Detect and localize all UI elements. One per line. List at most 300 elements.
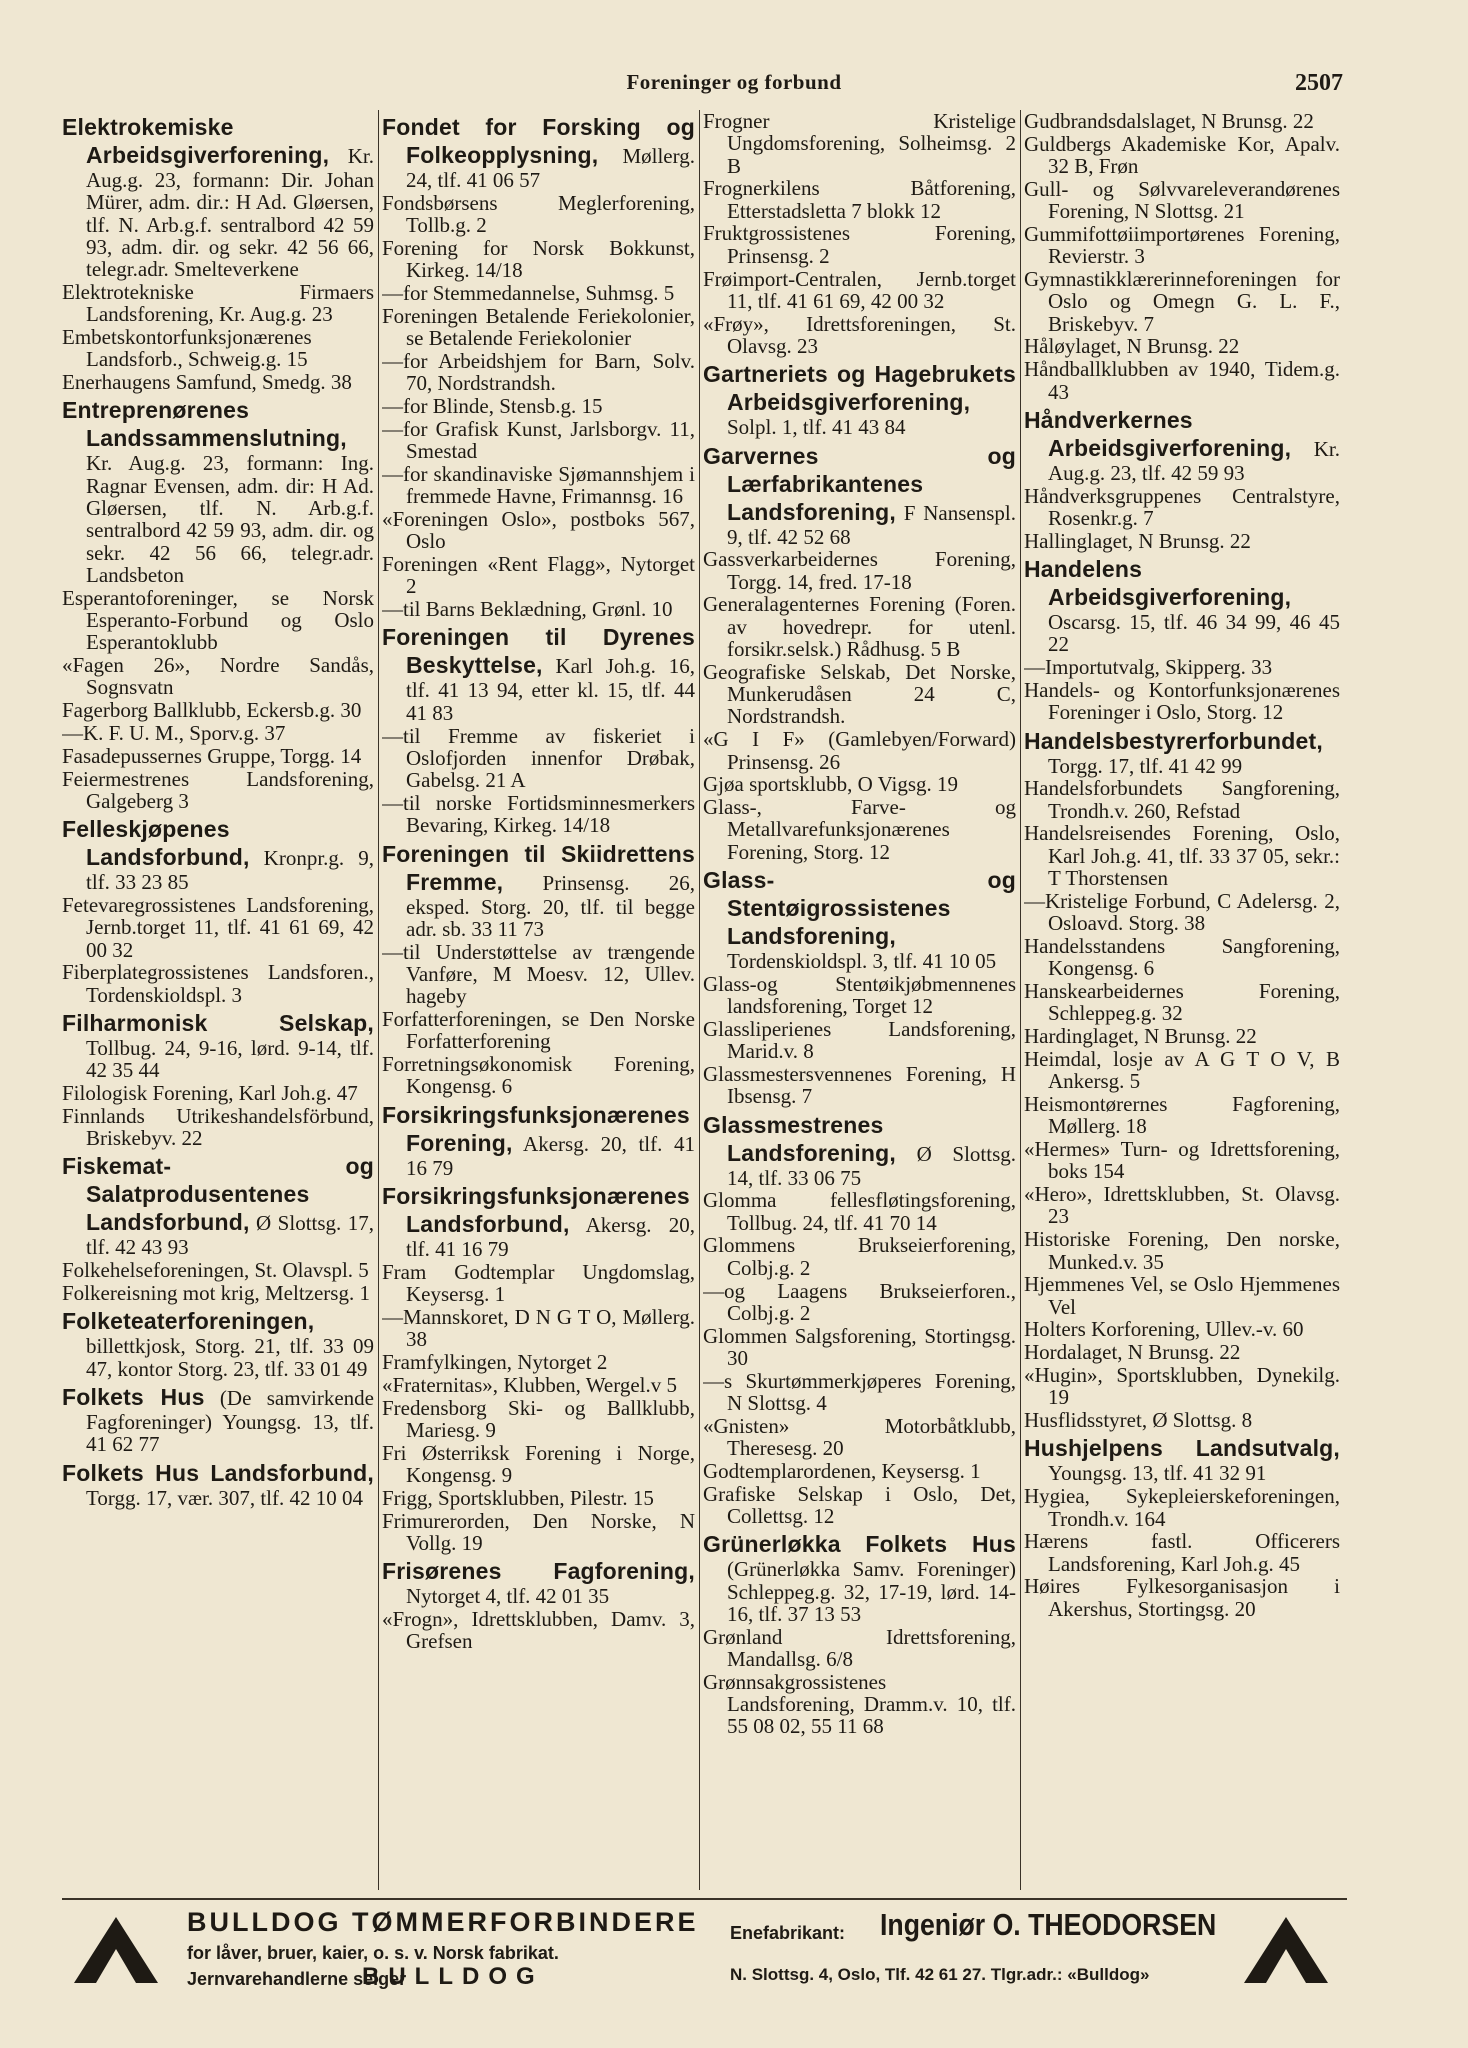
directory-entry <box>382 1510 695 1555</box>
directory-columns <box>62 110 1347 1895</box>
entry-details: D N G T O, Møllerg. 38 <box>406 1304 695 1352</box>
entry-details: C Adelersg. 2, Osloavd. Storg. 38 <box>1048 888 1340 936</box>
entry-details: Meltzersg. 1 <box>265 1281 370 1306</box>
directory-entry <box>703 1280 1016 1325</box>
entry-name: Fondet for Forsking og Folkeopplysning, <box>382 114 695 168</box>
entry-details: Karl Joh.g. 45 <box>1180 1551 1300 1576</box>
entry-name: «Gnisten» Motorbåtklubb, <box>703 1413 1016 1438</box>
entry-name: Glass-og Stentøikjøbmennenes <box>703 971 1016 996</box>
entry-details: Smedg. 38 <box>262 370 352 395</box>
directory-entry <box>703 728 1016 773</box>
entry-details: se Oslo Hjemmenes Vel <box>1048 1272 1340 1319</box>
directory-entry <box>382 553 695 598</box>
entry-details: Torgg. 14 <box>280 743 362 768</box>
directory-entry <box>62 371 374 393</box>
entry-name: Enerhaugens Samfund, <box>62 370 257 395</box>
directory-entry <box>1024 1183 1340 1228</box>
entry-details: F Nansenspl. 9, tlf. 42 52 68 <box>727 500 1016 549</box>
entry-name: Frognerkilens Båtforening, <box>703 176 1016 201</box>
directory-entry <box>703 313 1016 358</box>
entry-details: Sykepleierskeforeningen, Trondh.v. 164 <box>1048 1484 1340 1531</box>
entry-name: Glass- og Stentøigrossistenes Landsforening, <box>703 867 1016 950</box>
directory-entry <box>703 773 1016 795</box>
directory-entry <box>703 1415 1016 1460</box>
entry-details: Møllerg. 18 <box>1048 1114 1147 1139</box>
directory-entry <box>1024 110 1340 132</box>
entry-name: «Foreningen Oslo», <box>382 506 557 531</box>
entry-name: Folkets Hus Landsforbund, <box>62 1459 374 1486</box>
directory-entry <box>382 792 695 837</box>
entry-name: —K. F. U. M., <box>62 721 185 746</box>
directory-entry <box>62 1307 374 1380</box>
entry-name: Hjemmenes Vel, <box>1024 1272 1164 1297</box>
entry-details: Kongensg. 6 <box>406 1074 513 1099</box>
directory-entry <box>62 654 374 699</box>
entry-details: Storg. 12 <box>1206 700 1284 725</box>
directory-entry <box>382 1182 695 1260</box>
directory-entry <box>382 1397 695 1442</box>
entry-name: Frogner Kristelige Ungdomsforening, <box>703 110 1016 156</box>
directory-entry <box>62 1105 374 1150</box>
entry-details: Møllerg. 24, tlf. 41 06 57 <box>406 144 695 192</box>
entry-name: Folkehelseforeningen, <box>62 1258 250 1283</box>
directory-entry <box>703 1671 1016 1738</box>
entry-name: —til Barns Beklædning, <box>382 597 587 622</box>
entry-details: Prinsensg. 2 <box>727 243 830 268</box>
entry-details: Tollbug. 24, 9-16, lørd. 9-14, tlf. 42 35 44 <box>86 1036 374 1083</box>
directory-entry <box>62 894 374 961</box>
entry-name: Hallinglaget, <box>1024 528 1134 553</box>
entry-details: St. Olavspl. 5 <box>254 1258 369 1283</box>
entry-name: Gassverkarbeidernes Forening, <box>703 547 1016 572</box>
entry-details: Solpl. 1, tlf. 41 43 84 <box>727 415 906 440</box>
entry-name: Fram Godtemplar Ungdomslag, <box>382 1259 695 1284</box>
entry-name: Esperantoforeninger, <box>62 585 238 610</box>
entry-details: Kr. Aug.g. 23, formann: Ing. Ragnar Evensen, adm. dir: H Ad. Gløersen, tlf. N. Arb.g.f. sentralbord 42 59 93, adm. dir. og sekr. 42 56 66, telegr.adr. Landsbeton <box>86 451 374 587</box>
entry-details: Eckersb.g. 30 <box>246 698 362 723</box>
entry-details: Oslofjorden innenfor Drøbak, Gabelsg. 21 A <box>406 745 695 793</box>
entry-name: Foreningen «Rent Flagg», <box>382 552 611 577</box>
directory-entry <box>1024 406 1340 484</box>
entry-name: Hygiea, <box>1024 1484 1090 1509</box>
entry-name: Fondsbørsens Meglerforening, <box>382 190 695 215</box>
directory-entry <box>1024 358 1340 403</box>
entry-details: Nytorget 4, tlf. 42 01 35 <box>406 1584 610 1609</box>
entry-name: Filharmonisk Selskap, <box>62 1010 374 1036</box>
entry-details: M Moesv. 12, Ullev. hageby <box>406 961 695 1009</box>
directory-entry <box>382 598 695 620</box>
entry-name: «Frøy», <box>703 311 769 336</box>
directory-entry <box>382 1608 695 1653</box>
directory-entry <box>1024 679 1340 724</box>
entry-name: «Hero», <box>1024 1182 1093 1207</box>
entry-details: Ullev.-v. 60 <box>1205 1317 1304 1342</box>
entry-name: Fruktgrossistenes Forening, <box>703 221 1016 246</box>
directory-entry <box>1024 555 1340 656</box>
entry-details: Etterstadsletta 7 blokk 12 <box>727 198 942 223</box>
entry-details: Nytorget 2 <box>406 552 695 599</box>
entry-details: (Foren. av hovedrepr. for utenl. forsikr.selsk.) Rådhusg. 5 B <box>727 592 1016 662</box>
entry-details: Idrettsklubben, Damv. 3, Grefsen <box>406 1606 695 1654</box>
directory-entry <box>382 1442 695 1487</box>
entry-details: Grønl. 10 <box>592 597 673 622</box>
entry-name: Hærens fastl. Officerers Landsforening, <box>1024 1529 1340 1576</box>
entry-details: Dramm.v. 10, tlf. 55 08 02, 55 11 68 <box>727 1692 1016 1739</box>
running-head <box>0 70 1468 100</box>
entry-details: Akershus, Stortingsg. 20 <box>1048 1596 1256 1621</box>
entry-name: Grünerløkka Folkets Hus <box>703 1531 1016 1558</box>
entry-name: Feiermestrenes Landsforening, <box>62 766 374 791</box>
entry-name: Glass-, Farve- og Metallvarefunksjonærenes Forening, <box>703 795 1016 864</box>
entry-name: Fagerborg Ballklubb, <box>62 698 242 723</box>
entry-name: —for skandinaviske Sjømannshjem i fremmede <box>382 461 695 509</box>
entry-name: Høires Fylkesorganisasjon i <box>1024 1574 1340 1599</box>
entry-details: Colbj.g. 2 <box>727 1300 811 1325</box>
directory-entry <box>382 1101 695 1179</box>
entry-details: Torgg. 17, tlf. 41 42 99 <box>1048 753 1243 778</box>
entry-name: —til Understøttelse av trængende Vanføre, <box>382 939 695 986</box>
entry-details: Prinsensg. 26, eksped. Storg. 20, tlf. til begge adr. sb. 33 11 73 <box>406 870 695 941</box>
entry-details: Kr. Aug.g. 23, tlf. 42 59 93 <box>1048 436 1340 485</box>
directory-entry <box>703 1626 1016 1671</box>
entry-name: «G I F» <box>703 727 805 752</box>
entry-name: Forsikringsfunksjonærenes Forening, <box>382 1101 690 1156</box>
entry-name: Hardinglaget, <box>1024 1024 1139 1049</box>
entry-name: —til norske Fortidsminnesmerkers Bevaring, <box>382 790 695 838</box>
column-2 <box>382 110 695 1895</box>
entry-details: Colbj.g. 2 <box>727 1255 811 1280</box>
ad-maker-name: Ingeniør O. THEODORSEN <box>880 1907 1217 1942</box>
directory-entry <box>703 222 1016 267</box>
column-4 <box>1024 110 1340 1895</box>
entry-details: se Betalende Feriekolonier <box>406 326 632 351</box>
directory-entry <box>703 1111 1016 1189</box>
entry-name: Forening for Norsk Bokkunst, <box>382 235 695 260</box>
entry-name: Geografiske Selskab, Det Norske, <box>703 659 1016 684</box>
entry-details: (Grünerløkka Samv. Foreninger) Schleppeg.g. 32, 17-19, lørd. 14-16, tlf. 37 13 53 <box>727 1557 1016 1626</box>
directory-entry <box>1024 1273 1340 1318</box>
entry-details: Tordenskioldspl. 3, tlf. 41 10 05 <box>727 949 997 974</box>
directory-entry <box>382 1557 695 1607</box>
entry-name: Embetskontorfunksjonærenes <box>62 325 312 350</box>
entry-details: Keysersg. 1 <box>881 1458 981 1483</box>
entry-name: Handelsstandens Sangforening, <box>1024 933 1340 958</box>
directory-entry <box>703 1370 1016 1415</box>
entry-details: Munkerudåsen 24 C, Nordstrandsh. <box>727 682 1016 729</box>
directory-entry <box>1024 777 1340 822</box>
entry-name: Glassmestersvennenes Forening, <box>703 1062 987 1086</box>
entry-details: se Norsk Esperanto-Forbund og Oslo Esperantoklubb <box>86 585 374 655</box>
entry-details: N Slottsg. 21 <box>1134 199 1245 224</box>
entry-details: Collettsg. 12 <box>727 1504 835 1529</box>
directory-entry <box>1024 1228 1340 1273</box>
entry-details: N Brunsg. 22 <box>1138 528 1251 553</box>
directory-entry <box>382 1008 695 1053</box>
entry-name: Filologisk Forening, <box>62 1081 234 1106</box>
directory-entry <box>1024 727 1340 777</box>
entry-name: «Frogn», <box>382 1606 459 1631</box>
entry-details: Akersg. 20, tlf. 41 16 79 <box>406 1131 695 1180</box>
entry-details: Akersg. 20, tlf. 41 16 79 <box>406 1212 695 1261</box>
directory-entry <box>703 1460 1016 1482</box>
entry-name: Foreningen til Dyrenes Beskyttelse, <box>382 624 695 679</box>
entry-name: Heimdal, <box>1024 1046 1102 1071</box>
directory-entry <box>1024 1364 1340 1409</box>
entry-name: Handelsreisendes Forening, <box>1024 821 1274 846</box>
entry-details: Jernb.torget 11, tlf. 41 61 69, 42 00 32 <box>727 266 1016 313</box>
entry-name: Foreningen Betalende Feriekolonier, <box>382 303 695 328</box>
entry-details: N Vollg. 19 <box>406 1508 695 1555</box>
entry-details: Ø Slottsg. 8 <box>1152 1408 1253 1433</box>
entry-details: Briskebyv. 22 <box>86 1126 203 1151</box>
directory-entry <box>1024 133 1340 178</box>
entry-details: Ø Slottsg. 14, tlf. 33 06 75 <box>727 1141 1016 1190</box>
directory-entry <box>382 1261 695 1306</box>
directory-entry <box>382 725 695 792</box>
bulldog-logo-icon <box>1242 1915 1330 1985</box>
entry-name: «Hugin», <box>1024 1363 1103 1388</box>
directory-entry <box>1024 268 1340 335</box>
directory-entry <box>62 699 374 721</box>
entry-name: Forfatterforeningen, <box>382 1007 552 1031</box>
entry-details: G. L. F., Briskebyv. 7 <box>1048 289 1340 336</box>
directory-entry <box>1024 935 1340 980</box>
directory-entry <box>382 113 695 191</box>
directory-entry <box>382 508 695 553</box>
directory-entry <box>1024 1530 1340 1575</box>
directory-entry <box>1024 1434 1340 1484</box>
entry-name: Finnlands Utrikeshandelsförbund, <box>62 1103 374 1128</box>
entry-name: Fri Østerriksk Forening i <box>382 1440 623 1465</box>
entry-details: Theresesg. 20 <box>727 1436 844 1461</box>
entry-name: «Hermes» Turn- og Idrettsforening, <box>1024 1137 1340 1162</box>
entry-details: Nytorget 2 <box>517 1349 608 1374</box>
entry-name: Forsikringsfunksjonærenes Landsforbund, <box>382 1182 690 1237</box>
directory-entry <box>62 326 374 371</box>
entry-details: Landsforening, Kr. Aug.g. 23 <box>86 302 333 327</box>
entry-details: N Brunsg. 22 <box>1127 1340 1241 1365</box>
directory-entry <box>62 1459 374 1509</box>
directory-entry <box>703 177 1016 222</box>
entry-name: Håndverksgruppenes Centralstyre, <box>1024 483 1340 508</box>
directory-entry <box>703 1063 1016 1108</box>
ad-line-1: for låver, bruer, kaier, o. s. v. Norsk fabrikat. <box>187 1943 559 1963</box>
entry-name: —Kristelige Forbund, <box>1024 888 1211 913</box>
entry-details: Skipperg. 33 <box>1165 655 1273 680</box>
directory-entry <box>1024 1485 1340 1530</box>
entry-name: Hushjelpens Landsutvalg, <box>1024 1435 1340 1462</box>
entry-details: Suhmsg. 5 <box>585 280 675 305</box>
footer-rule <box>62 1898 1347 1900</box>
entry-details: Landsforb., Schweig.g. 15 <box>86 347 308 372</box>
directory-entry <box>1024 1341 1340 1363</box>
entry-details: Torgg. 17, vær. 307, tlf. 42 10 04 <box>86 1485 363 1510</box>
directory-entry <box>703 1530 1016 1625</box>
directory-entry <box>703 1018 1016 1063</box>
directory-entry <box>382 1374 695 1396</box>
entry-name: Frimurerorden, Den Norske, <box>382 1508 657 1533</box>
entry-name: Fiskemat- og Salatprodusentenes Landsforbund, <box>62 1153 374 1236</box>
directory-entry <box>62 815 374 893</box>
entry-details: Havne, Frimannsg. 16 <box>496 484 684 509</box>
entry-details: Jernb.torget 11, tlf. 41 61 69, 42 00 32 <box>86 915 374 962</box>
entry-details: Keysersg. 1 <box>406 1282 506 1307</box>
directory-entry <box>382 941 695 1008</box>
entry-details: Kr. Aug.g. 23, formann: Dir. Johan Mürer, adm. dir.: H Ad. Gløersen, tlf. N. Arb.g.f. sentralbord 42 59 93, adm. dir. og sekr. 42 56 66, telegr.adr. Smelteverkene <box>86 144 374 282</box>
entry-name: Gymnastikklærerinneforeningen for Oslo og Omegn <box>1024 267 1340 314</box>
directory-entry <box>62 1259 374 1281</box>
entry-name: Grafiske Selskap i Oslo, Det, <box>703 1481 1016 1506</box>
entry-details: Idrettsforeningen, St. Olavsg. 23 <box>727 311 1016 358</box>
entry-name: —Importutvalg, <box>1024 655 1160 680</box>
entry-details: Galgeberg 3 <box>86 788 189 813</box>
entry-details: Solheimsg. 2 B <box>727 131 1016 178</box>
entry-name: —for Arbeidshjem for Barn, <box>382 348 641 373</box>
entry-details: Forening, Revierstr. 3 <box>1048 221 1340 269</box>
directory-entry <box>62 745 374 767</box>
directory-entry <box>1024 1138 1340 1183</box>
entry-name: Fiberplategrossistenes Landsforen., <box>62 960 374 985</box>
entry-name: —til Fremme av fiskeriet i <box>382 723 695 748</box>
directory-entry <box>382 192 695 237</box>
entry-details: Sportsklubben, Dynekilg. 19 <box>1048 1363 1340 1410</box>
entry-details: Stortingsg. 30 <box>727 1323 1016 1370</box>
directory-entry <box>1024 656 1340 678</box>
directory-entry <box>703 1234 1016 1279</box>
entry-name: Grønland Idrettsforening, <box>703 1624 1016 1649</box>
ad-line-2: Jernvarehandlerne selger <box>187 1969 407 1989</box>
bulldog-advertisement <box>62 1905 1347 2000</box>
directory-entry <box>1024 530 1340 552</box>
entry-details: Tollb.g. 2 <box>406 213 487 238</box>
column-rule <box>699 110 700 1890</box>
directory-entry <box>62 1082 374 1104</box>
entry-details: Youngsg. 13, tlf. 41 32 91 <box>1048 1461 1267 1486</box>
directory-entry <box>382 1351 695 1373</box>
entry-name: Garvernes og Lærfabrikantenes Landsforening, <box>703 442 1016 525</box>
directory-entry <box>703 110 1016 177</box>
entry-details: Kirkeg. 14/18 <box>406 258 523 283</box>
entry-name: Gummifottøiimportørenes <box>1024 221 1245 246</box>
directory-entry <box>1024 1048 1340 1093</box>
column-1 <box>62 110 374 1895</box>
entry-details: Karl Joh.g. 47 <box>238 1081 358 1106</box>
entry-details: Jarlsborgv. 11, Smestad <box>406 416 695 464</box>
entry-details: Torgg. 14, fred. 17-18 <box>727 569 912 594</box>
directory-entry <box>382 463 695 508</box>
entry-details: Ø Slottsg. 17, tlf. 42 43 93 <box>86 1211 374 1260</box>
entry-name: Husflidsstyret, <box>1024 1408 1148 1433</box>
directory-entry <box>703 442 1016 548</box>
entry-name: —for Blinde, <box>382 393 494 418</box>
entry-name: Handelsforbundets Sangforening, <box>1024 776 1340 801</box>
entry-details: N Brunsg. 22 <box>1144 1024 1257 1049</box>
directory-entry <box>703 360 1016 438</box>
entry-details: landsforening, Torget 12 <box>727 994 933 1019</box>
entry-details: boks 154 <box>1048 1159 1125 1184</box>
entry-details: Karl Joh.g. 16, tlf. 41 13 94, etter kl. 15, tlf. 44 41 83 <box>406 654 695 725</box>
directory-entry <box>1024 890 1340 935</box>
entry-details: (Gamlebyen/Forward) Prinsensg. 26 <box>727 727 1016 774</box>
entry-name: «Fraternitas», <box>382 1372 499 1397</box>
entry-details: Stensb.g. 15 <box>499 393 603 418</box>
page-number: 2507 <box>1295 70 1343 96</box>
directory-entry <box>382 237 695 282</box>
entry-name: Hordalaget, <box>1024 1340 1123 1365</box>
entry-name: Forretningsøkonomisk Forening, <box>382 1052 695 1077</box>
entry-name: Gudbrandsdalslaget, <box>1024 110 1197 133</box>
entry-name: Frisørenes Fagforening, <box>382 1558 695 1585</box>
entry-name: —Mannskoret, <box>382 1304 509 1329</box>
entry-name: Felleskjøpenes Landsforbund, <box>62 816 250 871</box>
directory-entry <box>62 1009 374 1082</box>
entry-details: Klubben, Wergel.v 5 <box>503 1372 677 1397</box>
directory-entry <box>1024 822 1340 889</box>
entry-details: Apalv. 32 B, Frøn <box>1048 131 1340 179</box>
entry-name: Handelsbestyrerforbundet, <box>1024 727 1323 754</box>
entry-details: Marid.v. 8 <box>727 1039 814 1064</box>
directory-entry <box>382 395 695 417</box>
entry-name: Elektrotekniske Firmaers <box>62 279 374 304</box>
entry-details: Kirkeg. 14/18 <box>493 813 611 838</box>
directory-entry <box>382 305 695 350</box>
entry-details: Oscarsg. 15, tlf. 46 34 99, 46 45 22 <box>1048 610 1340 657</box>
directory-entry <box>1024 485 1340 530</box>
directory-entry <box>382 1306 695 1351</box>
directory-entry <box>382 1487 695 1509</box>
entry-name: Håndverkernes Arbeidsgiverforening, <box>1024 406 1292 461</box>
directory-entry <box>703 973 1016 1018</box>
page-title: Foreninger og forbund <box>626 70 842 94</box>
entry-details: Storg. 12 <box>813 839 890 864</box>
column-3 <box>703 110 1016 1895</box>
directory-entry <box>703 548 1016 593</box>
directory-entry <box>62 587 374 654</box>
directory-entry <box>382 1053 695 1098</box>
entry-details: Tidem.g. 43 <box>1048 357 1340 404</box>
entry-name: Gull- og Sølvvareleverandørenes Forening, <box>1024 176 1340 224</box>
entry-name: Fredensborg Ski- og Ballklubb, <box>382 1395 695 1420</box>
ad-sole-maker-label: Enefabrikant: <box>730 1923 846 1943</box>
entry-details: norske, Munked.v. 35 <box>1048 1227 1340 1274</box>
entry-name: —og Laagens Brukseierforen., <box>703 1278 1016 1303</box>
directory-entry <box>1024 980 1340 1025</box>
column-rule <box>378 110 379 1890</box>
entry-details: Sporv.g. 37 <box>189 721 286 746</box>
entry-name: Folketeaterforeningen, <box>62 1308 315 1335</box>
entry-name: Glommen Salgsforening, <box>703 1323 917 1348</box>
entry-details: N Slottsg. 4 <box>727 1391 827 1416</box>
entry-name: Glassmestrenes Landsforening, <box>703 1111 896 1166</box>
entry-details: Norge, Kongensg. 9 <box>406 1440 695 1487</box>
entry-name: Glomma fellesfløtingsforening, <box>703 1188 1016 1213</box>
entry-name: Frigg, <box>382 1485 433 1510</box>
entry-name: Historiske Forening, Den <box>1024 1227 1262 1252</box>
entry-name: Grønnsakgrossistenes Landsforening, <box>703 1669 887 1717</box>
entry-name: Glommens Brukseierforening, <box>703 1233 1016 1258</box>
entry-details: H Ibsensg. 7 <box>727 1062 1016 1109</box>
directory-entry <box>703 268 1016 313</box>
directory-entry <box>382 282 695 304</box>
directory-entry <box>62 722 374 744</box>
entry-details: billettkjosk, Storg. 21, tlf. 33 09 47, kontor Storg. 23, tlf. 33 01 49 <box>86 1334 374 1381</box>
directory-entry <box>62 961 374 1006</box>
entry-name: Generalagenternes Forening <box>703 592 945 617</box>
entry-name: Godtemplarordenen, <box>703 1458 877 1483</box>
entry-name: Håløylaget, <box>1024 334 1122 359</box>
entry-details: Solv. 70, Nordstrandsh. <box>406 348 695 396</box>
entry-details: Kongensg. 6 <box>1048 956 1155 981</box>
